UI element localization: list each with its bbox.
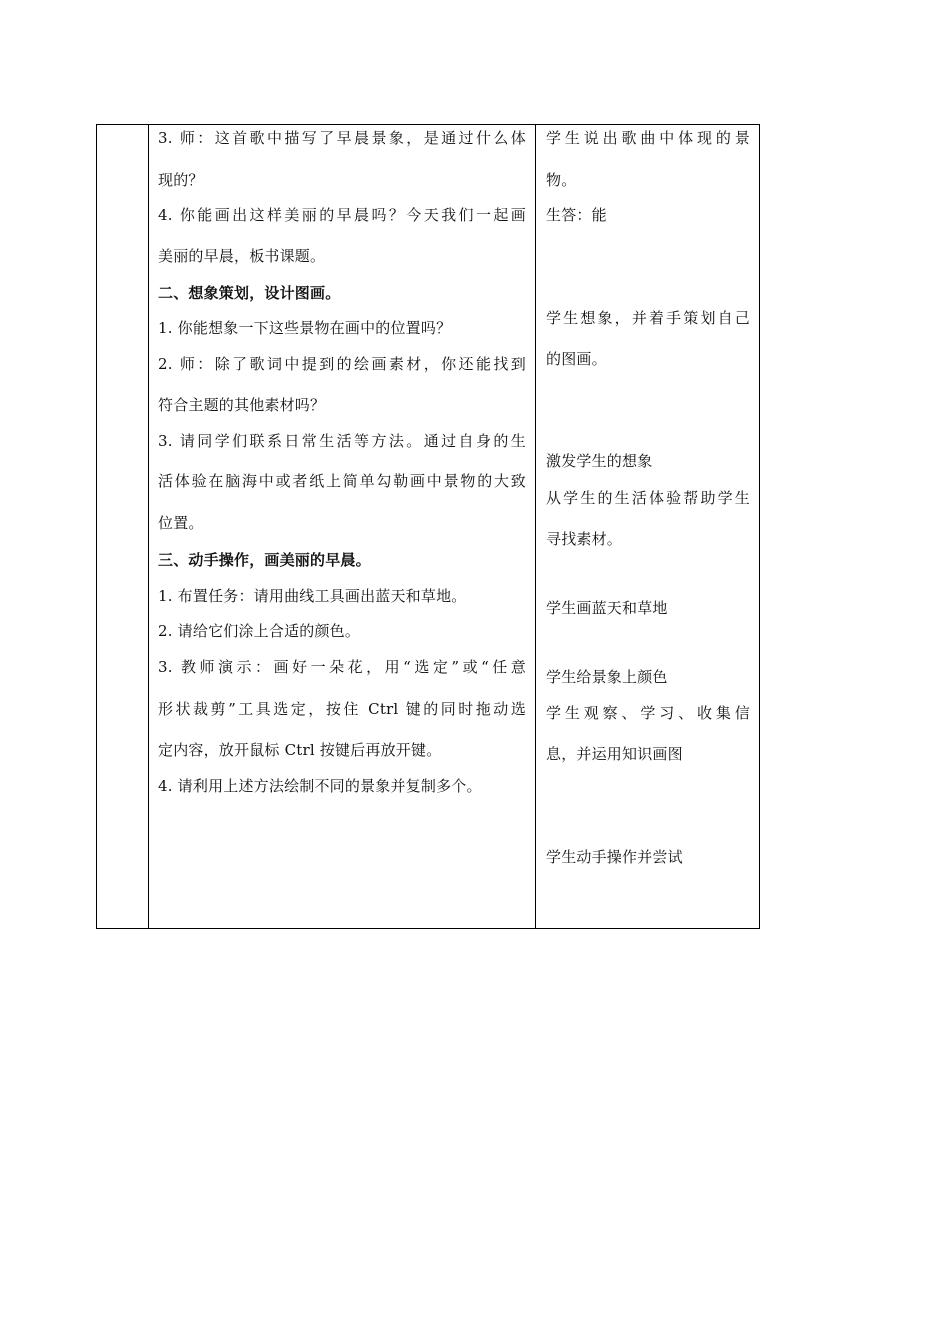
section-heading-imagine-plan: 二、想象策划，设计图画。 [158,284,341,302]
teacher-step-4-line-1: 4. 你能画出这样美丽的早晨吗？今天我们一起画 [158,206,526,224]
plan-step-2-line-1: 2. 师：除了歌词中提到的绘画素材，你还能找到 [158,355,526,373]
student-response-5: 学生给景象上颜色 [546,668,668,686]
teacher-step-3-line-2: 现的？ [158,171,204,189]
hands-on-step-3-line-2: 形状裁剪”工具选定，按住 Ctrl 键的同时拖动选 [158,700,526,718]
plan-step-3-line-3: 位置。 [158,514,204,532]
hands-on-step-4: 4. 请利用上述方法绘制不同的景象并复制多个。 [158,777,482,795]
student-response-6-line-2: 息，并运用知识画图 [546,745,683,763]
section-heading-hands-on: 三、动手操作，画美丽的早晨。 [158,551,371,569]
design-intent-2-line-1: 从学生的生活体验帮助学生 [546,489,750,507]
column-divider-left [148,125,149,928]
plan-step-3-line-2: 活体验在脑海中或者纸上简单勾勒画中景物的大致 [158,472,526,490]
hands-on-step-3-line-3: 定内容，放开鼠标 Ctrl 按键后再放开键。 [158,741,442,759]
teacher-step-3-line-1: 3. 师：这首歌中描写了早晨景象，是通过什么体 [158,129,526,147]
student-response-2: 生答：能 [546,206,607,224]
hands-on-step-3-line-1: 3. 教师演示：画好一朵花，用“选定”或“任意 [158,658,526,676]
plan-step-1: 1. 你能想象一下这些景物在画中的位置吗？ [158,319,452,337]
teacher-step-4-line-2: 美丽的早晨，板书课题。 [158,247,326,265]
hands-on-step-2: 2. 请给它们涂上合适的颜色。 [158,622,361,640]
student-response-3-line-1: 学生想象，并着手策划自己 [546,309,750,327]
student-response-7: 学生动手操作并尝试 [546,848,683,866]
student-response-3-line-2: 的图画。 [546,350,607,368]
hands-on-step-1: 1. 布置任务：请用曲线工具画出蓝天和草地。 [158,587,467,605]
plan-step-3-line-1: 3. 请同学们联系日常生活等方法。通过自身的生 [158,432,526,450]
plan-step-2-line-2: 符合主题的其他素材吗？ [158,396,326,414]
student-response-4: 学生画蓝天和草地 [546,599,668,617]
column-divider-right [535,125,536,928]
student-response-1-line-1: 学生说出歌曲中体现的景 [546,129,750,147]
design-intent-1: 激发学生的想象 [546,452,653,470]
design-intent-2-line-2: 寻找素材。 [546,530,623,548]
student-response-6-line-1: 学生观察、学习、收集信 [546,704,750,722]
student-response-1-line-2: 物。 [546,171,577,189]
